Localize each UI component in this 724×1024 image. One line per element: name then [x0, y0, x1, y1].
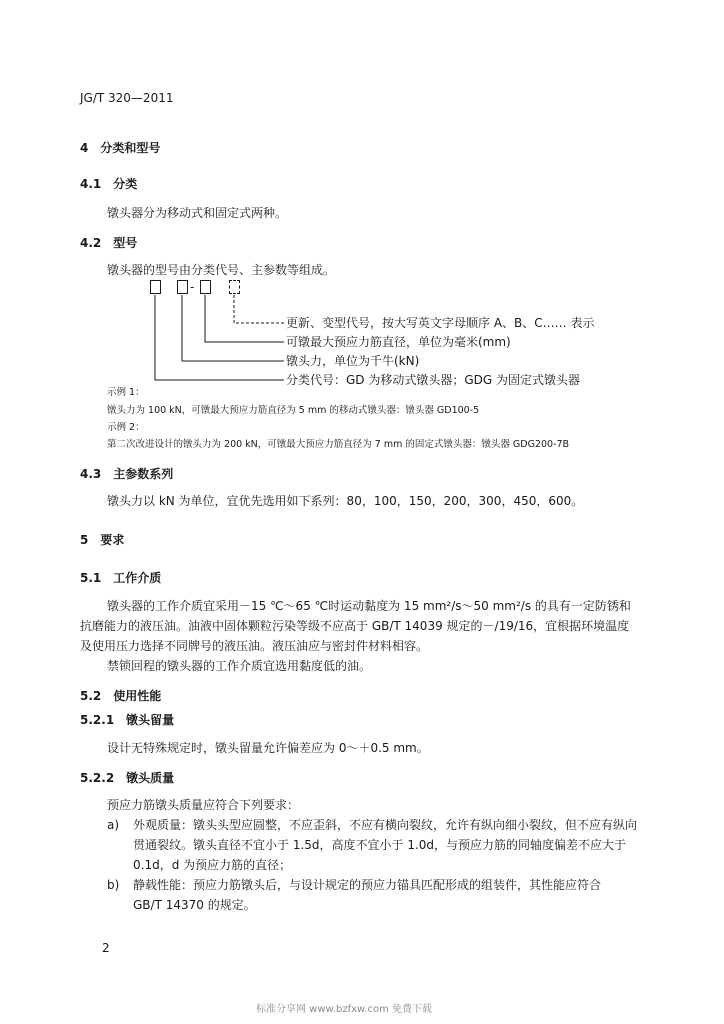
separator-dash: - [190, 280, 195, 294]
page-number: 2 [102, 941, 110, 955]
section-5-1-heading: 5.1 工作介质 [80, 571, 162, 585]
section-5-2-2-heading: 5.2.2 镦头质量 [80, 771, 175, 785]
section-4-2-intro: 镦头器的型号由分类代号、主参数等组成。 [107, 263, 336, 277]
section-5-2-1-body: 设计无特殊规定时，镦头留量允许偏差应为 0～＋0.5 mm。 [107, 741, 429, 755]
section-4-1-body: 镦头器分为移动式和固定式两种。 [107, 206, 288, 220]
item-b-line-2: GB/T 14370 的规定。 [133, 898, 256, 912]
section-4-1-heading: 4.1 分类 [80, 177, 138, 191]
item-a-line-3: 0.1d，d 为预应力筋的直径； [133, 858, 292, 872]
force-label: 镦头力，单位为千牛(kN) [286, 354, 420, 368]
section-5-2-2-intro: 预应力筋镦头质量应符合下列要求： [107, 798, 300, 812]
section-4-2-heading: 4.2 型号 [80, 236, 138, 250]
item-a-marker: a) [107, 818, 120, 832]
item-a-line-1: 外观质量：镦头头型应圆整，不应歪斜，不应有横向裂纹，允许有纵向细小裂纹，但不应有纵向 [133, 818, 638, 832]
example-2-text: 第二次改进设计的镦头力为 200 kN，可镦最大预应力筋直径为 7 mm 的固定式镦头器：镦头器 GDG200-7B [107, 439, 570, 450]
variant-code-label: 更新、变型代号，按大写英文字母顺序 A、B、C…… 表示 [286, 316, 595, 330]
example-2-title: 示例 2： [107, 422, 145, 433]
section-4-3-heading: 4.3 主参数系列 [80, 467, 174, 481]
section-5-1-line-2: 抗磨能力的液压油。油液中固体颗粒污染等级不应高于 GB/T 14039 规定的－/19/16，宜根据环境温度 [80, 619, 630, 633]
section-5-2-heading: 5.2 使用性能 [80, 689, 162, 703]
watermark-text: 标准分享网 www.bzfxw.com 免费下载 [256, 1004, 432, 1015]
standard-number: JG/T 320—2011 [80, 91, 174, 105]
example-1-title: 示例 1： [107, 387, 145, 398]
diameter-label: 可镦最大预应力筋直径，单位为毫米(mm) [286, 335, 511, 349]
example-1-text: 镦头力为 100 kN，可镦最大预应力筋直径为 5 mm 的移动式镦头器：镦头器 GD100-5 [107, 405, 480, 416]
section-4-3-body: 镦头力以 kN 为单位，宜优先选用如下系列：80，100，150，200，300，450，600。 [107, 494, 584, 508]
item-b-line-1: 静载性能：预应力筋镦头后，与设计规定的预应力锚具匹配形成的组装件，其性能应符合 [133, 878, 602, 892]
section-5-heading: 5 要求 [80, 533, 125, 547]
section-4-heading: 4 分类和型号 [80, 141, 161, 155]
section-5-1-para-2: 禁锁回程的镦头器的工作介质宜选用黏度低的油。 [107, 659, 372, 673]
item-a-line-2: 贯通裂纹。镦头直径不宜小于 1.5d，高度不宜小于 1.0d，与预应力筋的同轴度偏差不应大于 [133, 838, 627, 852]
section-5-1-line-1: 镦头器的工作介质宜采用－15 ℃～65 ℃时运动黏度为 15 mm²/s～50 mm²/s 的具有一定防锈和 [107, 599, 631, 613]
section-5-1-line-3: 及使用压力选择不同牌号的液压油。液压油应与密封件材料相容。 [80, 639, 429, 653]
classification-label: 分类代号：GD 为移动式镦头器；GDG 为固定式镦头器 [286, 373, 581, 387]
item-b-marker: b) [107, 878, 120, 892]
section-5-2-1-heading: 5.2.1 镦头留量 [80, 713, 175, 727]
